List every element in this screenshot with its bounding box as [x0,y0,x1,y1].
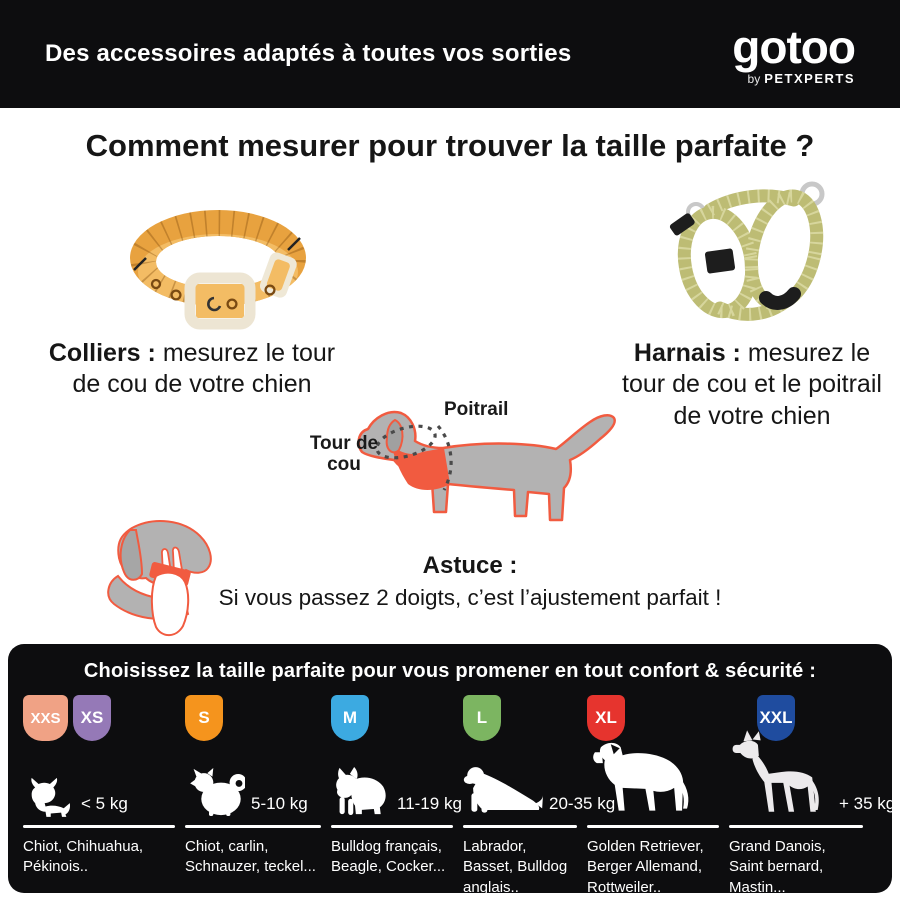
neck-measure-label: Tour de cou [309,433,379,475]
harness-instruction [612,338,892,432]
weight-label: 11-19 kg [397,794,462,813]
size-column-xxs-xs [23,695,175,898]
size-column-m [331,695,462,898]
divider [729,825,863,828]
badge-group [23,695,175,741]
weight-label: 20-35 kg [549,794,616,813]
weight-label: 5-10 kg [251,794,308,813]
divider [587,825,719,828]
size-badge-m: M [331,695,369,741]
harness-icon [662,176,837,336]
logo-wordmark: gotoo [732,20,855,73]
size-badge-xs: XS [73,695,111,741]
size-columns [23,695,896,898]
logo-subtitle [732,72,855,85]
tip-label: Astuce : [422,552,518,579]
rottweiler-silhouette [587,735,691,817]
size-chart-title: Choisissez la taille parfaite pour vous promener en tout confort & sécurité : [83,660,817,682]
badge-group [463,695,577,741]
tip-block [150,552,790,611]
breed-list: Grand Danois, Saint bernard, Mastin... [729,838,826,896]
breed-list: Bulldog français, Beagle, Cocker... [331,838,446,876]
size-column-xxl [729,695,896,898]
badge-group [331,695,453,741]
divider [331,825,453,828]
header-banner [0,0,900,108]
size-badge-l: L [463,695,501,741]
tip-text: Si vous passez 2 doigts, c’est l’ajustement parfait ! [218,585,722,610]
logo-company: PETXPERTS [764,70,855,86]
weight-label: + 35 kg [839,794,896,813]
harness-label: Harnais : [633,339,741,367]
collar-description: mesurez le tour de cou de votre chien [72,339,336,399]
french-bulldog-silhouette [331,765,391,817]
collar-icon [118,198,318,343]
chest-measure-label: Poitrail [444,399,509,420]
breed-list: Labrador, Basset, Bulldog anglais.. [463,838,568,896]
page-title: Comment mesurer pour trouver la taille parfaite ? [85,128,815,163]
harness-description: mesurez le tour de cou et le poitrail de votre chien [622,339,882,430]
divider [463,825,577,828]
header-tagline: Des accessoires adaptés à toutes vos sorties [45,40,572,67]
size-column-xl [587,695,719,898]
collar-label: Colliers : [48,339,156,367]
size-badge-s: S [185,695,223,741]
brand-logo [732,20,855,86]
breed-list: Chiot, carlin, Schnauzer, teckel... [185,838,316,876]
size-column-s [185,695,321,898]
dog-measurement-diagram [298,382,633,540]
collar-instruction [42,338,342,401]
size-badge-xxl: XXL [757,695,795,741]
size-badge-xl: XL [587,695,625,741]
breed-list: Chiot, Chihuahua, Pékinois.. [23,838,144,876]
basset-silhouette [463,761,543,817]
chihuahua-silhouette [23,777,75,817]
breed-list: Golden Retriever, Berger Allemand, Rottweiler.. [587,838,704,896]
size-badge-xxs: XXS [23,695,68,741]
great-dane-silhouette [729,727,833,817]
divider [185,825,321,828]
badge-group [185,695,321,741]
weight-label: < 5 kg [81,794,128,813]
size-chart-panel [8,644,896,896]
divider [23,825,175,828]
logo-by: by [747,71,761,86]
spitz-silhouette [185,767,245,817]
